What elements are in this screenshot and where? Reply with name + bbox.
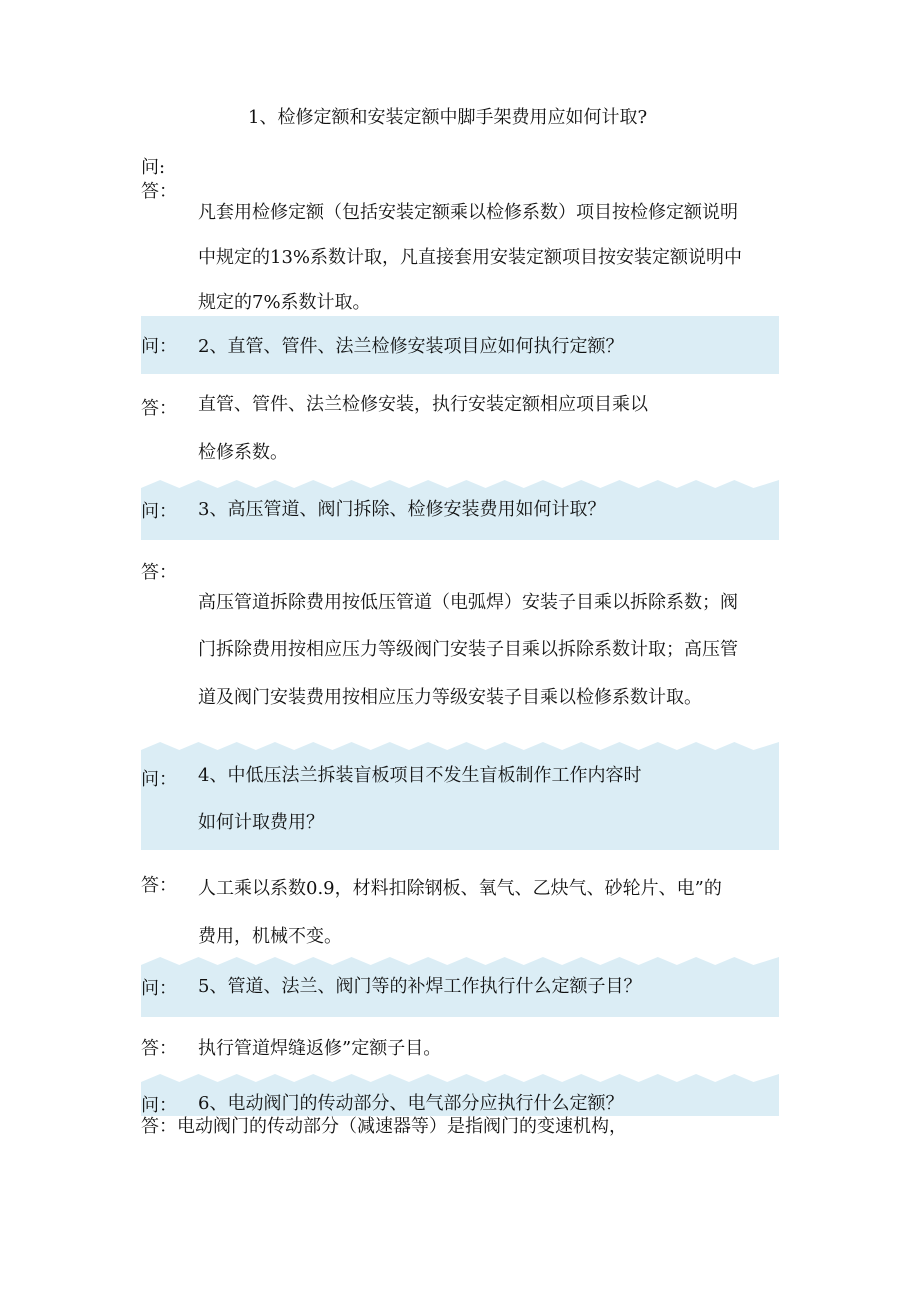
question-4-line-2: 如何计取费用？ xyxy=(198,812,324,833)
question-6: 6、电动阀门的传动部分、电气部分应执行什么定额？ xyxy=(198,1093,624,1114)
answer-1-line-1: 凡套用检修定额（包括安装定额乘以检修系数）项目按检修定额说明 xyxy=(198,202,738,223)
answer-label-4: 答： xyxy=(141,875,177,896)
answer-label-5: 答： xyxy=(141,1038,177,1059)
question-3: 3、高压管道、阀门拆除、检修安装费用如何计取？ xyxy=(198,499,606,520)
answer-4-line-2: 费用，机械不变。 xyxy=(198,926,342,947)
question-label-5: 问： xyxy=(141,978,177,999)
answer-3-line-2: 门拆除费用按相应压力等级阀门安装子目乘以拆除系数计取；高压管 xyxy=(198,639,738,660)
page-title: 1、检修定额和安装定额中脚手架费用应如何计取? xyxy=(248,107,648,128)
question-4-line-1: 4、中低压法兰拆装盲板项目不发生盲板制作工作内容时 xyxy=(198,765,642,786)
answer-1-line-3: 规定的7%系数计取。 xyxy=(198,292,371,313)
answer-3-line-3: 道及阀门安装费用按相应压力等级安装子目乘以检修系数计取。 xyxy=(198,687,702,708)
question-2: 2、直管、管件、法兰检修安装项目应如何执行定额？ xyxy=(198,336,624,357)
answer-label-1: 答： xyxy=(141,181,177,202)
answer-label-2: 答： xyxy=(141,398,177,419)
answer-label-3: 答： xyxy=(141,562,177,583)
answer-2-line-2: 检修系数。 xyxy=(198,442,288,463)
answer-6: 答：电动阀门的传动部分（减速器等）是指阀门的变速机构， xyxy=(141,1116,627,1137)
question-5: 5、管道、法兰、阀门等的补焊工作执行什么定额子目？ xyxy=(198,976,642,997)
answer-5: 执行管道焊缝返修”定额子目。 xyxy=(198,1038,442,1059)
answer-2-line-1: 直管、管件、法兰检修安装，执行安装定额相应项目乘以 xyxy=(198,394,648,415)
answer-1-line-2: 中规定的13%系数计取，凡直接套用安装定额项目按安装定额说明中 xyxy=(198,247,743,268)
question-label-1: 问: xyxy=(141,157,166,178)
question-label-4: 问： xyxy=(141,769,177,790)
answer-4-line-1: 人工乘以系数0.9，材料扣除钢板、氧气、乙炔气、砂轮片、电”的 xyxy=(198,878,722,899)
answer-3-line-1: 高压管道拆除费用按低压管道（电弧焊）安装子目乘以拆除系数；阀 xyxy=(198,592,738,613)
question-label-3: 问： xyxy=(141,501,177,522)
question-label-6: 问： xyxy=(141,1095,177,1116)
question-label-2: 问： xyxy=(141,336,177,357)
